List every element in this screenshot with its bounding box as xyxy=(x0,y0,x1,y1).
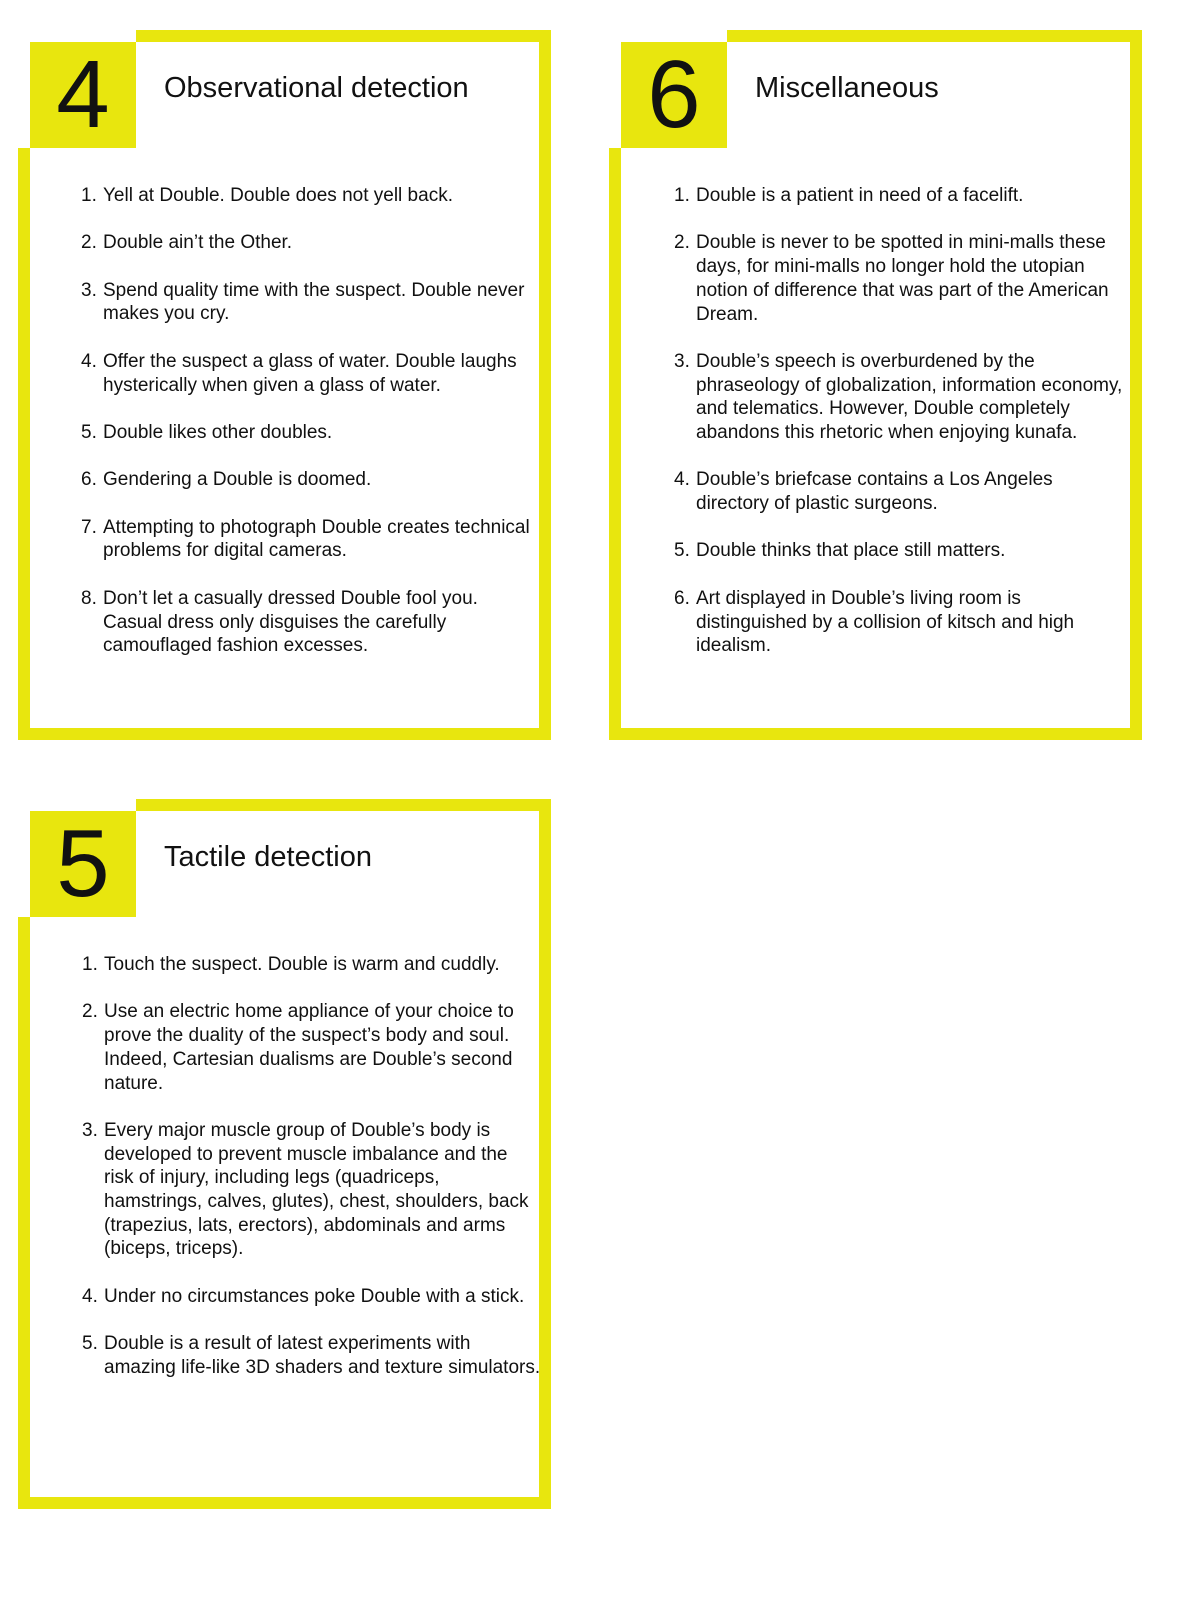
item-number: 1. xyxy=(674,185,690,206)
item-number: 6. xyxy=(674,587,690,609)
item-text: Use an electric home appliance of your choice to prove the duality of the suspect’s body and soul. Indeed, Cartesian dualisms are Double’s second nature. xyxy=(104,1001,514,1094)
section-title: Observational detection xyxy=(164,72,469,104)
item-text: Double is a patient in need of a facelift. xyxy=(696,185,1024,206)
list-item xyxy=(674,539,1124,563)
item-text: Touch the suspect. Double is warm and cuddly. xyxy=(104,954,500,975)
item-text: Yell at Double. Double does not yell back. xyxy=(103,185,453,206)
item-number: 1. xyxy=(82,954,98,975)
section-card-observational xyxy=(18,30,551,740)
list-item xyxy=(674,468,1124,515)
item-text: Double likes other doubles. xyxy=(103,421,333,443)
item-number: 5. xyxy=(81,421,97,443)
list-item xyxy=(82,953,542,977)
list-item xyxy=(674,184,1124,208)
item-number: 7. xyxy=(81,516,97,538)
item-number: 3. xyxy=(82,1119,98,1141)
section-title: Miscellaneous xyxy=(755,72,939,104)
item-text: Every major muscle group of Double’s body is developed to prevent muscle imbalance and the risk of injury, including legs (quadriceps, hamstrings, calves, glutes), chest, shoulders, back (trapezius, lats, erectors), abdominals and arms (biceps, triceps). xyxy=(104,1119,529,1260)
item-text: Double’s speech is overburdened by the phraseology of globalization, information economy, and telematics. However, Double completely abandons this rhetoric when enjoying kunafa. xyxy=(696,350,1123,443)
item-number: 6. xyxy=(81,469,97,491)
item-text: Gendering a Double is doomed. xyxy=(103,469,372,491)
list-item xyxy=(81,587,531,658)
section-card-miscellaneous xyxy=(609,30,1142,740)
item-text: Art displayed in Double’s living room is distinguished by a collision of kitsch and high idealism. xyxy=(696,587,1075,657)
item-text: Double is never to be spotted in mini-malls these days, for mini-malls no longer hold the utopian notion of difference that was part of the American Dream. xyxy=(696,232,1109,325)
item-list xyxy=(674,184,1124,682)
list-item xyxy=(674,587,1124,658)
list-item xyxy=(81,350,531,397)
list-item xyxy=(81,468,531,492)
item-number: 1. xyxy=(81,185,97,206)
list-item xyxy=(674,350,1124,445)
section-card-tactile xyxy=(18,799,551,1509)
item-number: 4. xyxy=(81,350,97,372)
item-number: 2. xyxy=(674,232,690,254)
list-item xyxy=(82,1332,542,1379)
item-text: Double thinks that place still matters. xyxy=(696,540,1006,562)
item-list xyxy=(82,953,542,1403)
list-item xyxy=(82,1000,542,1095)
item-number: 4. xyxy=(674,469,690,491)
list-item xyxy=(82,1285,542,1309)
list-item xyxy=(674,231,1124,326)
section-number: 5 xyxy=(30,811,136,917)
list-item xyxy=(82,1119,542,1261)
item-list xyxy=(81,184,531,682)
list-item xyxy=(81,231,531,255)
section-number: 4 xyxy=(30,42,136,148)
item-text: Double ain’t the Other. xyxy=(103,232,293,254)
item-text: Double’s briefcase contains a Los Angeles directory of plastic surgeons. xyxy=(696,469,1053,515)
list-item xyxy=(81,279,531,326)
item-text: Don’t let a casually dressed Double fool you. Casual dress only disguises the carefully camouflaged fashion excesses. xyxy=(103,587,478,657)
item-number: 2. xyxy=(82,1001,98,1023)
item-number: 2. xyxy=(81,232,97,254)
list-item xyxy=(81,184,531,208)
item-number: 5. xyxy=(82,1333,98,1355)
list-item xyxy=(81,421,531,445)
item-text: Offer the suspect a glass of water. Double laughs hysterically when given a glass of water. xyxy=(103,350,517,396)
item-number: 3. xyxy=(81,279,97,301)
item-number: 4. xyxy=(82,1285,98,1307)
item-text: Under no circumstances poke Double with a stick. xyxy=(104,1285,525,1307)
item-text: Double is a result of latest experiments with amazing life-like 3D shaders and texture simulators. xyxy=(104,1333,541,1378)
section-number: 6 xyxy=(621,42,727,148)
section-title: Tactile detection xyxy=(164,841,372,873)
item-number: 3. xyxy=(674,350,690,372)
list-item xyxy=(81,516,531,563)
item-text: Attempting to photograph Double creates technical problems for digital cameras. xyxy=(103,516,530,562)
item-number: 8. xyxy=(81,587,97,609)
item-text: Spend quality time with the suspect. Double never makes you cry. xyxy=(103,279,525,325)
item-number: 5. xyxy=(674,540,690,562)
